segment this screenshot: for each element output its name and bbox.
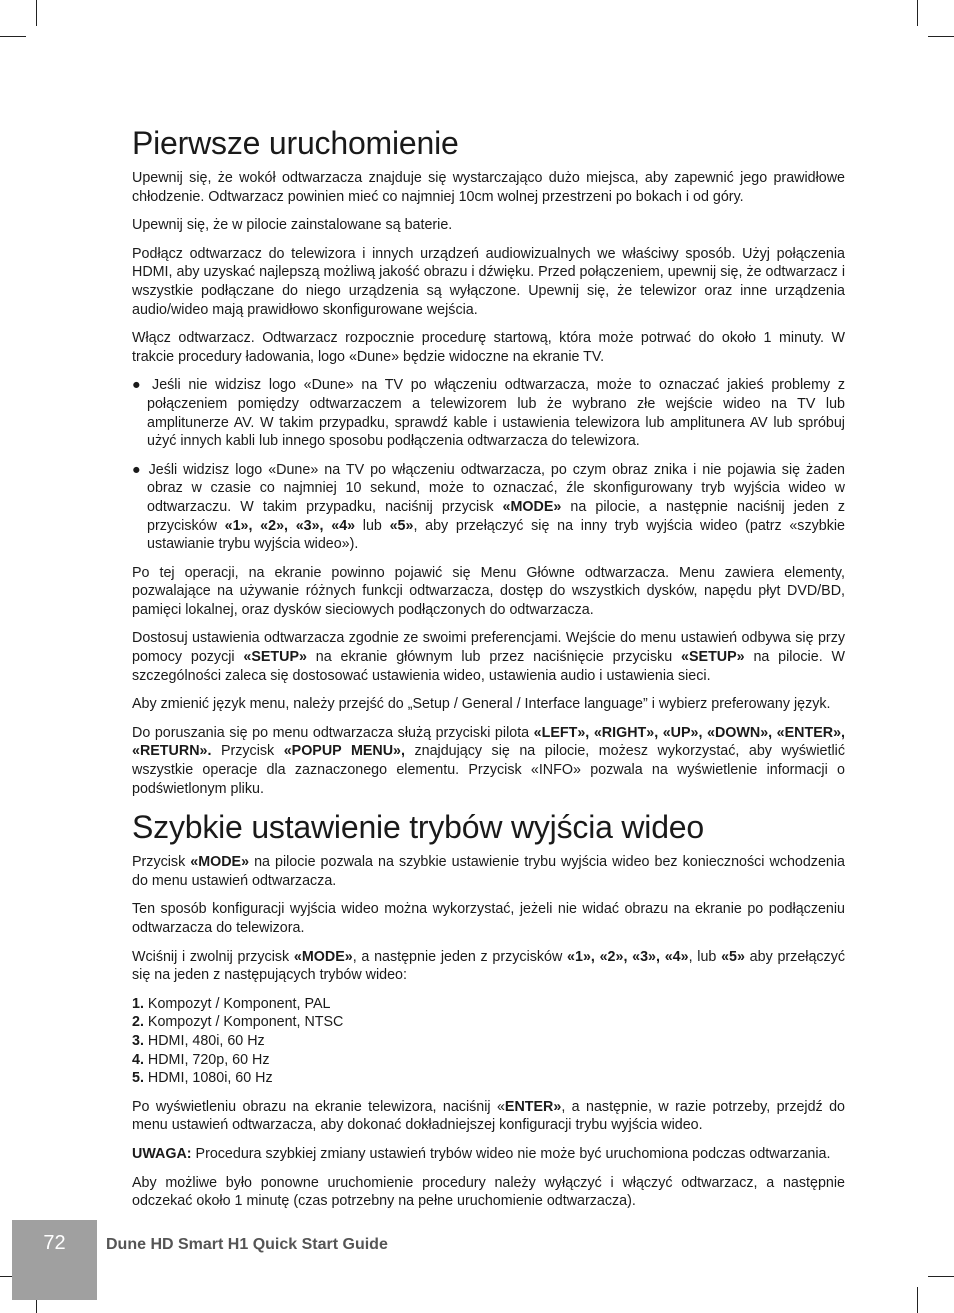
paragraph: Po wyświetleniu obrazu na ekranie telewizora, naciśnij «ENTER», a następnie, w razie potrzeby, przejdź do menu ustawień odtwarzacza, aby dokonać dokładniejszej konfiguracji trybu wyjścia wideo. xyxy=(132,1098,845,1134)
paragraph: Ten sposób konfiguracji wyjścia wideo można wykorzystać, jeżeli nie widać obrazu na ekranie po podłączeniu odtwarzacza do telewizora. xyxy=(132,901,845,936)
paragraph: Podłącz odtwarzacz do telewizora i innych urządzeń audiowizualnych we właściwy sposób. Użyj połączenia HDMI, aby uzyskać najlepszą możliwą jakość obrazu i dźwięku. Przed połączeniem, upewnij się, że odtwarzacz i wszystkie podłączane do niego urządzenia są wyłączone. Upewnij się, że telewizor oraz inne urządzenia audio/wideo mają prawidłowo skonfigurowane wejścia. xyxy=(132,245,845,318)
crop-mark xyxy=(928,36,954,37)
paragraph: Przycisk «MODE» na pilocie pozwala na szybkie ustawienie trybu wyjścia wideo bez konieczności wchodzenia do menu ustawień odtwarzacza. xyxy=(132,854,845,889)
paragraph: Dostosuj ustawienia odtwarzacza zgodnie ze swoimi preferencjami. Wejście do menu ustawień odbywa się przy pomocy pozycji «SETUP» na ekranie głównym lub przez naciśnięcie przycisku «SETUP» na pilocie. W szczególności zaleca się dostosować ustawienia wideo, ustawienia audio i ustawienia sieci. xyxy=(132,630,845,684)
list-item: 4. HDMI, 720p, 60 Hz xyxy=(132,1051,270,1068)
paragraph: Po tej operacji, na ekranie powinno pojawić się Menu Główne odtwarzacza. Menu zawiera elementy, pozwalające na używanie różnych funkcji odtwarzacza, dostęp do wszystkich dysków, napędu płyt DVD/BD, pamięci lokalnej, oraz dysków sieciowych podłączonych do odtwarzacza. xyxy=(132,564,845,618)
crop-mark xyxy=(0,36,26,37)
page-content xyxy=(132,124,845,1221)
page-number: 72 xyxy=(43,1232,66,1254)
list-item: 2. Kompozyt / Komponent, NTSC xyxy=(132,1014,344,1031)
section-title-video-modes: Szybkie ustawienie trybów wyjścia wideo xyxy=(132,809,704,846)
crop-mark xyxy=(36,0,37,26)
paragraph: Wciśnij i zwolnij przycisk «MODE», a następnie jeden z przycisków «1», «2», «3», «4», lub «5» aby przełączyć się na jeden z następujących trybów wideo: xyxy=(132,948,845,984)
note: UWAGA: Procedura szybkiej zmiany ustawień trybów wideo nie może być uruchomiona podczas odtwarzania. xyxy=(132,1145,831,1162)
paragraph: Aby zmienić język menu, należy przejść do „Setup / General / Interface language” i wybierz preferowany język. xyxy=(132,696,831,713)
paragraph: Upewnij się, że w pilocie zainstalowane są baterie. xyxy=(132,217,453,234)
paragraph: Upewnij się, że wokół odtwarzacza znajduje się wystarczająco dużo miejsca, aby zapewnić jego prawidłowe chłodzenie. Odtwarzacz powinien mieć co najmniej 10cm wolnej przestrzeni po bokach i od góry. xyxy=(132,170,845,205)
paragraph: Włącz odtwarzacz. Odtwarzacz rozpocznie procedurę startową, która może potrwać do około 1 minuty. W trakcie procedury ładowania, logo «Dune» będzie widoczne na ekranie TV. xyxy=(132,330,845,365)
paragraph: Do poruszania się po menu odtwarzacza służą przyciski pilota «LEFT», «RIGHT», «UP», «DOWN», «ENTER», «RETURN». Przycisk «POPUP MENU», znajdujący się na pilocie, możesz wykorzystać, aby wyświetlić wszystkie operacje dla zaznaczonego elementu. Przycisk «INFO» pozwala na wyświetlenie informacji o podświetlonym pliku. xyxy=(132,724,846,797)
paragraph: Aby możliwe było ponowne uruchomienie procedury należy wyłączyć i włączyć odtwarzacz, a następnie odczekać około 1 minutę (czas potrzebny na pełne uruchomienie odtwarzacza). xyxy=(132,1174,845,1210)
list-item: 3. HDMI, 480i, 60 Hz xyxy=(132,1032,265,1049)
crop-mark xyxy=(928,1276,954,1277)
list-item: 1. Kompozyt / Komponent, PAL xyxy=(132,995,331,1012)
video-mode-list xyxy=(132,995,845,1088)
crop-mark xyxy=(917,1287,918,1313)
list-item: 5. HDMI, 1080i, 60 Hz xyxy=(132,1070,273,1087)
guide-title: Dune HD Smart H1 Quick Start Guide xyxy=(106,1236,388,1253)
crop-mark xyxy=(917,0,918,26)
bullet-item: ● Jeśli widzisz logo «Dune» na TV po włączeniu odtwarzacza, po czym obraz znika i nie pojawia się żaden obraz w czasie co najmniej 10 sekund, może to oznaczać, źle skonfigurowany tryb wyjścia wideo w odtwarzaczu. W takim przypadku, naciśnij przycisk «MODE» na pilocie, a następnie naciśnij jeden z przycisków «1», «2», «3», «4» lub «5», aby przełączyć się na inny tryb wyjścia wideo (patrz «szybkie ustawianie trybu wyjścia wideo»). xyxy=(132,461,845,553)
bullet-item: ● Jeśli nie widzisz logo «Dune» na TV po włączeniu odtwarzacza, może to oznaczać jakieś problemy z połączeniem pomiędzy odtwarzaczem a telewizorem lub że wybrano złe wejście wideo na TV lub amplitunerze AV. W takim przypadku, sprawdź kable i ustawienia telewizora lub amplitunera AV lub spróbuj użyć innych kabli lub innego sposobu podłączenia odtwarzacza do telewizora. xyxy=(132,377,845,450)
section-title-first-startup: Pierwsze uruchomienie xyxy=(132,125,459,161)
